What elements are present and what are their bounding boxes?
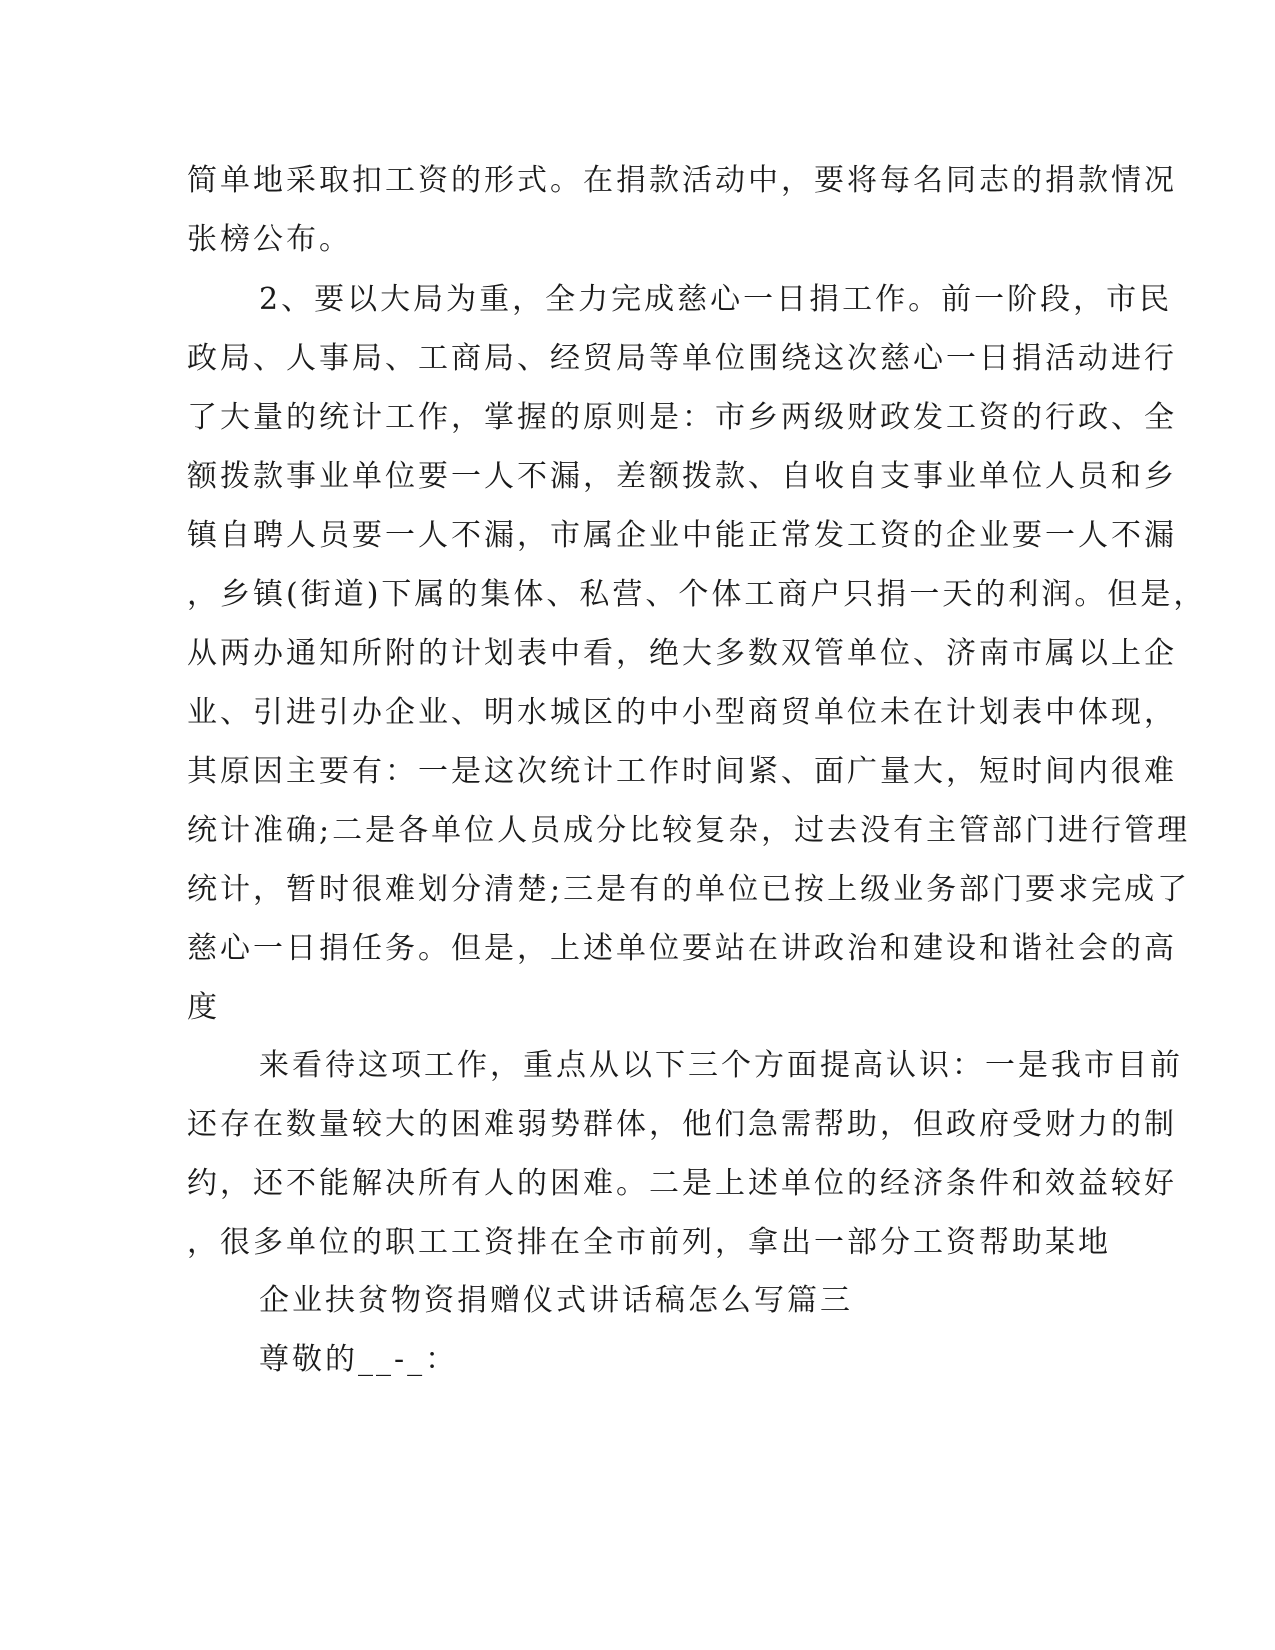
paragraph-line: 从两办通知所附的计划表中看，绝大多数双管单位、济南市属以上企: [187, 636, 1177, 671]
paragraph-line: 还存在数量较大的困难弱势群体，他们急需帮助，但政府受财力的制: [187, 1107, 1177, 1142]
paragraph-line: 额拨款事业单位要一人不漏，差额拨款、自收自支事业单位人员和乡: [187, 459, 1177, 494]
paragraph-line: 来看待这项工作，重点从以下三个方面提高认识：一是我市目前: [259, 1048, 1183, 1083]
paragraph-line: 2、要以大局为重，全力完成慈心一日捐工作。前一阶段，市民: [259, 282, 1173, 317]
salutation: 尊敬的__-_：: [259, 1342, 459, 1377]
paragraph-line: 简单地采取扣工资的形式。在捐款活动中，要将每名同志的捐款情况: [187, 163, 1177, 198]
paragraph-line: 了大量的统计工作，掌握的原则是：市乡两级财政发工资的行政、全: [187, 400, 1177, 435]
paragraph-line: ，乡镇(街道)下属的集体、私营、个体工商户只捐一天的利润。但是，: [187, 577, 1207, 612]
paragraph-line: 慈心一日捐任务。但是，上述单位要站在讲政治和建设和谐社会的高: [187, 931, 1177, 966]
paragraph-line: 政局、人事局、工商局、经贸局等单位围绕这次慈心一日捐活动进行: [187, 341, 1177, 376]
paragraph-line: 其原因主要有：一是这次统计工作时间紧、面广量大，短时间内很难: [187, 754, 1177, 789]
section-heading: 企业扶贫物资捐赠仪式讲话稿怎么写篇三: [259, 1283, 853, 1318]
paragraph-line: 镇自聘人员要一人不漏，市属企业中能正常发工资的企业要一人不漏: [187, 518, 1177, 553]
paragraph-line: 统计准确;二是各单位人员成分比较复杂，过去没有主管部门进行管理: [187, 813, 1191, 848]
paragraph-line: 张榜公布。: [187, 222, 352, 257]
paragraph-line: 约，还不能解决所有人的困难。二是上述单位的经济条件和效益较好: [187, 1166, 1177, 1201]
paragraph-line: ，很多单位的职工工资排在全市前列，拿出一部分工资帮助某地: [187, 1225, 1111, 1260]
paragraph-line: 业、引进引办企业、明水城区的中小型商贸单位未在计划表中体现，: [187, 695, 1177, 730]
paragraph-line: 统计，暂时很难划分清楚;三是有的单位已按上级业务部门要求完成了: [187, 872, 1191, 907]
paragraph-line: 度: [187, 990, 220, 1025]
